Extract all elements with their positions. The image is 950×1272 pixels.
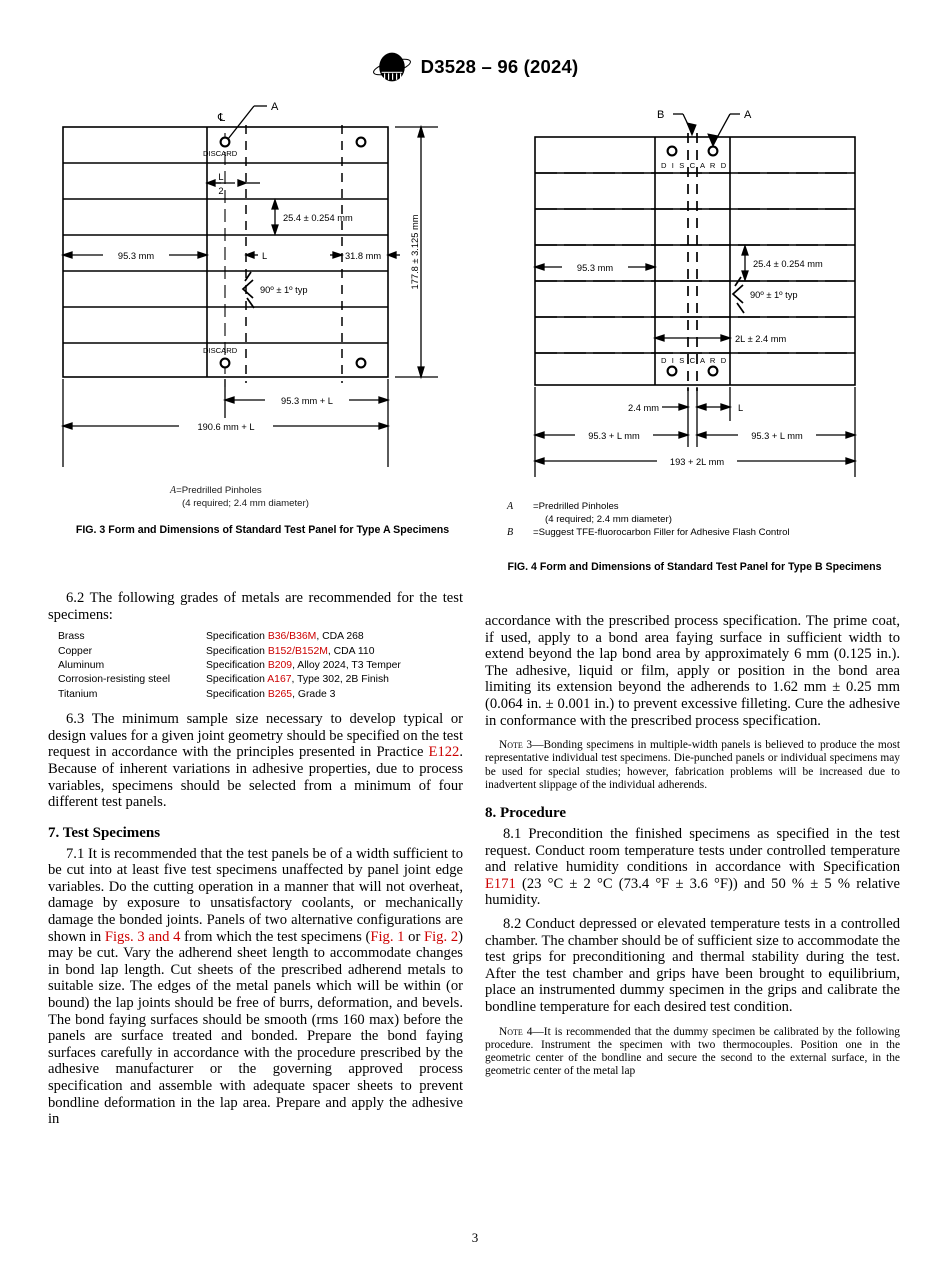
dim-95-3: 95.3 mm: [117, 251, 155, 261]
material-spec: [206, 645, 401, 659]
para-text-3: or: [404, 928, 425, 945]
centerline-symbol: ℄: [218, 112, 226, 124]
spec-prefix: Specification: [206, 688, 268, 700]
legend-key-a: A: [170, 485, 177, 496]
para-text-2: (23 °C ± 2 °C (73.4 °F ± 3.6 °F)) and 50 % ± 5 % relative humidity.: [485, 875, 900, 909]
legend-a-subtext: (4 required; 2.4 mm diameter): [545, 514, 672, 526]
dim-95-3-plus-l: 95.3 mm + L: [281, 396, 333, 406]
discard-top-label: DISCARD: [203, 149, 238, 158]
material-spec: [206, 630, 401, 644]
para-text-4: ) may be cut. Vary the adherend sheet length to accommodate changes in bond lap length. Cut sheets of the prescribed adherend metals to suitable size. The edges of the metal panels which will be within (or bound) the lap joints should be free of burrs, deformation, and bevels. The bond faying surfaces should be smooth (rms 160 max) before the panels are surface treated and bonded. Prepare the bond faying surfaces carefully in accordance with the procedure prescribed by the adhesive manufacturer or the governing approved process specification and assemble with adequate spacer sheets to prevent bondline deformation in the lap area. Prepare and apply the adhesive in: [48, 928, 463, 1128]
material-name: Corrosion-resisting steel: [58, 674, 171, 686]
discard-bottom-label: D I S C A R D: [661, 356, 728, 365]
spec-prefix: Specification: [206, 631, 268, 643]
table-row: [48, 645, 401, 659]
dim-95-3-plus-l-right: 95.3 + L mm: [751, 431, 803, 441]
svg-text:L: L: [218, 172, 224, 182]
note-text: —It is recommended that the dummy specimen be calibrated by the following procedure. Instrument the specimen with two thermocouples. Position one in the geometric center of the bondline and secure the second to the external surface, in the geometric center of the metal lap: [485, 1025, 900, 1078]
discard-bottom-label: DISCARD: [203, 346, 238, 355]
note-3: [485, 739, 900, 792]
para-text: The following grades of metals are recommended for the test specimens:: [48, 590, 464, 623]
paragraph-7-1: [48, 846, 463, 1128]
right-text-column: [485, 613, 900, 1078]
dim-l: L: [738, 403, 744, 413]
figure4-label-b: B: [657, 109, 665, 121]
paragraph-8-2: [485, 916, 900, 1016]
figure-3: [55, 95, 470, 536]
paragraph-7-1-continued: accordance with the prescribed process specification. The prime coat, if used, apply to a bond area faying surface in sufficient width to extend beyond the lap bond area by approximately 6 mm (0.125 in.). The adhesive, liquid or film, apply or position in the bond area limiting its extension beyond the adherends to 1.62 mm ± 0.25 mm (0.064 in. ± 0.001 in.) to prevent excessive filleting. Cure the adhesive in conformance with the prescribed process specification.: [485, 613, 900, 729]
section-7-heading: 7. Test Specimens: [48, 824, 161, 841]
spec-link[interactable]: B209: [267, 659, 293, 671]
practice-link[interactable]: E122: [428, 744, 460, 761]
material-name: Copper: [58, 645, 93, 657]
note-text: —Bonding specimens in multiple-width panels is believed to produce the most representative individual test specimens. Die-punched panels or individual specimens may be used for special studies; however, fabrication problems will be increased due to inadvertent slippage of the individual adherends.: [485, 739, 900, 791]
dim-angle: 90º ± 1º typ: [260, 285, 308, 295]
fig-2-link[interactable]: Fig. 2: [424, 928, 459, 945]
para-number: 6.2: [66, 590, 85, 606]
spec-link[interactable]: B152/B152M: [267, 645, 328, 657]
para-number: 8.2: [503, 915, 522, 932]
discard-top-label: D I S C A R D: [661, 161, 728, 170]
figure-4: [487, 95, 902, 573]
figure-3-caption: FIG. 3 Form and Dimensions of Standard Test Panel for Type A Specimens: [75, 524, 450, 536]
legend-a-subtext: (4 required; 2.4 mm diameter): [182, 498, 309, 509]
legend-key-spacer: [507, 513, 533, 526]
legend-b-text: =Suggest TFE-fluorocarbon Filler for Adhesive Flash Control: [533, 527, 790, 539]
spec-prefix: Specification: [206, 674, 268, 686]
paragraph-6-2: [48, 590, 463, 623]
svg-text:2: 2: [218, 186, 224, 196]
spec-link[interactable]: B265: [267, 688, 293, 700]
spec-prefix: Specification: [206, 645, 268, 657]
spec-e171-link[interactable]: E171: [485, 875, 516, 892]
legend-a-text: Predrilled Pinholes: [181, 485, 262, 496]
para-text-2: from which the test specimens (: [180, 928, 371, 945]
material-name: Aluminum: [58, 659, 105, 671]
spec-suffix: , CDA 110: [327, 645, 375, 657]
legend-a-text: =Predrilled Pinholes: [533, 501, 619, 512]
para-text-1: Precondition the finished specimens as specified in the test request. Conduct room temperature tests under controlled temperature and relative humidity conditions in accordance with Specification: [485, 825, 900, 876]
note-label: Note 4: [499, 1025, 533, 1038]
dim-2-4: 2.4 mm: [628, 403, 659, 413]
table-row: [48, 659, 401, 673]
dim-25-4: 25.4 ± 0.254 mm: [753, 259, 823, 269]
figure-3-legend: [170, 484, 309, 510]
legend-key-a: A: [507, 501, 514, 512]
table-row: [48, 630, 401, 644]
material-spec: [206, 659, 401, 673]
pinhole: [668, 147, 718, 376]
figure-4-drawing: [487, 95, 902, 515]
figures-row: [0, 95, 950, 595]
dim-panel-height: 177.8 ± 3.125 mm: [410, 214, 420, 290]
para-number: 6.3: [66, 711, 85, 728]
para-text: Conduct depressed or elevated temperature tests in a controlled chamber. The chamber should be of sufficient size to accommodate the test grips for preconditioning and thermal stability during the test. After the test chamber and grips have been brought to equilibrium, place an instrumented dummy specimen in the grips and calibrate the bondline temperature for each desired test condition.: [485, 915, 900, 1015]
dim-95-3-plus-l-left: 95.3 + L mm: [588, 431, 640, 441]
material-name: Titanium: [58, 688, 98, 700]
dim-190-6-plus-l: 190.6 mm + L: [197, 422, 255, 432]
spec-link[interactable]: A167: [267, 674, 292, 686]
fig-1-link[interactable]: Fig. 1: [370, 928, 405, 945]
dim-2l: 2L ± 2.4 mm: [735, 334, 787, 344]
astm-logo-icon: [372, 52, 412, 82]
section-8-heading: 8. Procedure: [485, 804, 567, 821]
para-text-1: It is recommended that the test panels be of a width sufficient to be cut into at least five test specimens unaffected by panel joint edge variables. Do the cutting operation in a manner that will not overheat, damage by exposure to unsatisfactory coolants, or mechanically damage the bonded joints. Panels of two alternative configurations are shown in: [48, 845, 463, 945]
page-number: 3: [471, 1230, 479, 1245]
paragraph-6-3: [48, 711, 463, 811]
page-header: [0, 52, 950, 82]
para-number: 8.1: [503, 825, 522, 842]
left-text-column: [48, 590, 463, 1128]
figure-3-drawing: [55, 95, 470, 515]
dim-31-8: 31.8 mm: [345, 251, 382, 261]
pinhole: [221, 138, 366, 368]
para-text-1: The minimum sample size necessary to develop typical or design values for a given joint geometry should be specified on the test request in accordance with the principles presented in Practice: [48, 711, 464, 761]
spec-suffix: , Type 302, 2B Finish: [291, 674, 389, 686]
svg-text:ASTM: ASTM: [386, 67, 397, 72]
spec-suffix: , Grade 3: [292, 688, 336, 700]
figs-3-4-link[interactable]: Figs. 3 and 4: [104, 928, 181, 945]
table-row: [48, 673, 401, 687]
materials-table: [48, 630, 401, 702]
table-row: [48, 688, 401, 702]
legend-eq: =: [176, 485, 182, 496]
para-number: 7.1: [66, 845, 85, 862]
para-text-2: . Because of inherent variations in adhesive properties, due to process variables, specimens should be selected from a minimum of four different test panels.: [48, 744, 463, 811]
standard-designation: D3528 – 96 (2024): [420, 56, 579, 77]
note-label: Note 3: [499, 739, 533, 752]
note-4: [485, 1026, 900, 1079]
paragraph-8-1: [485, 826, 900, 909]
figure4-label-a: A: [744, 109, 752, 121]
dim-95-3: 95.3 mm: [576, 263, 614, 273]
legend-key-b: B: [507, 527, 514, 539]
spec-suffix: , Alloy 2024, T3 Temper: [292, 659, 401, 671]
dim-l: L: [262, 251, 268, 261]
material-spec: [206, 673, 401, 687]
spec-prefix: Specification: [206, 659, 268, 671]
spec-link[interactable]: B36/B36M: [267, 631, 317, 643]
dim-193-plus-2l: 193 + 2L mm: [669, 457, 725, 467]
spec-suffix: , CDA 268: [316, 631, 364, 643]
figure-4-caption: FIG. 4 Form and Dimensions of Standard Test Panel for Type B Specimens: [507, 561, 882, 573]
figure3-label-a: A: [271, 101, 279, 113]
material-name: Brass: [58, 631, 85, 643]
dim-25-4: 25.4 ± 0.254 mm: [283, 213, 353, 223]
material-spec: [206, 688, 401, 702]
dim-angle: 90º ± 1º typ: [750, 290, 798, 300]
figure-4-legend: [507, 500, 790, 540]
